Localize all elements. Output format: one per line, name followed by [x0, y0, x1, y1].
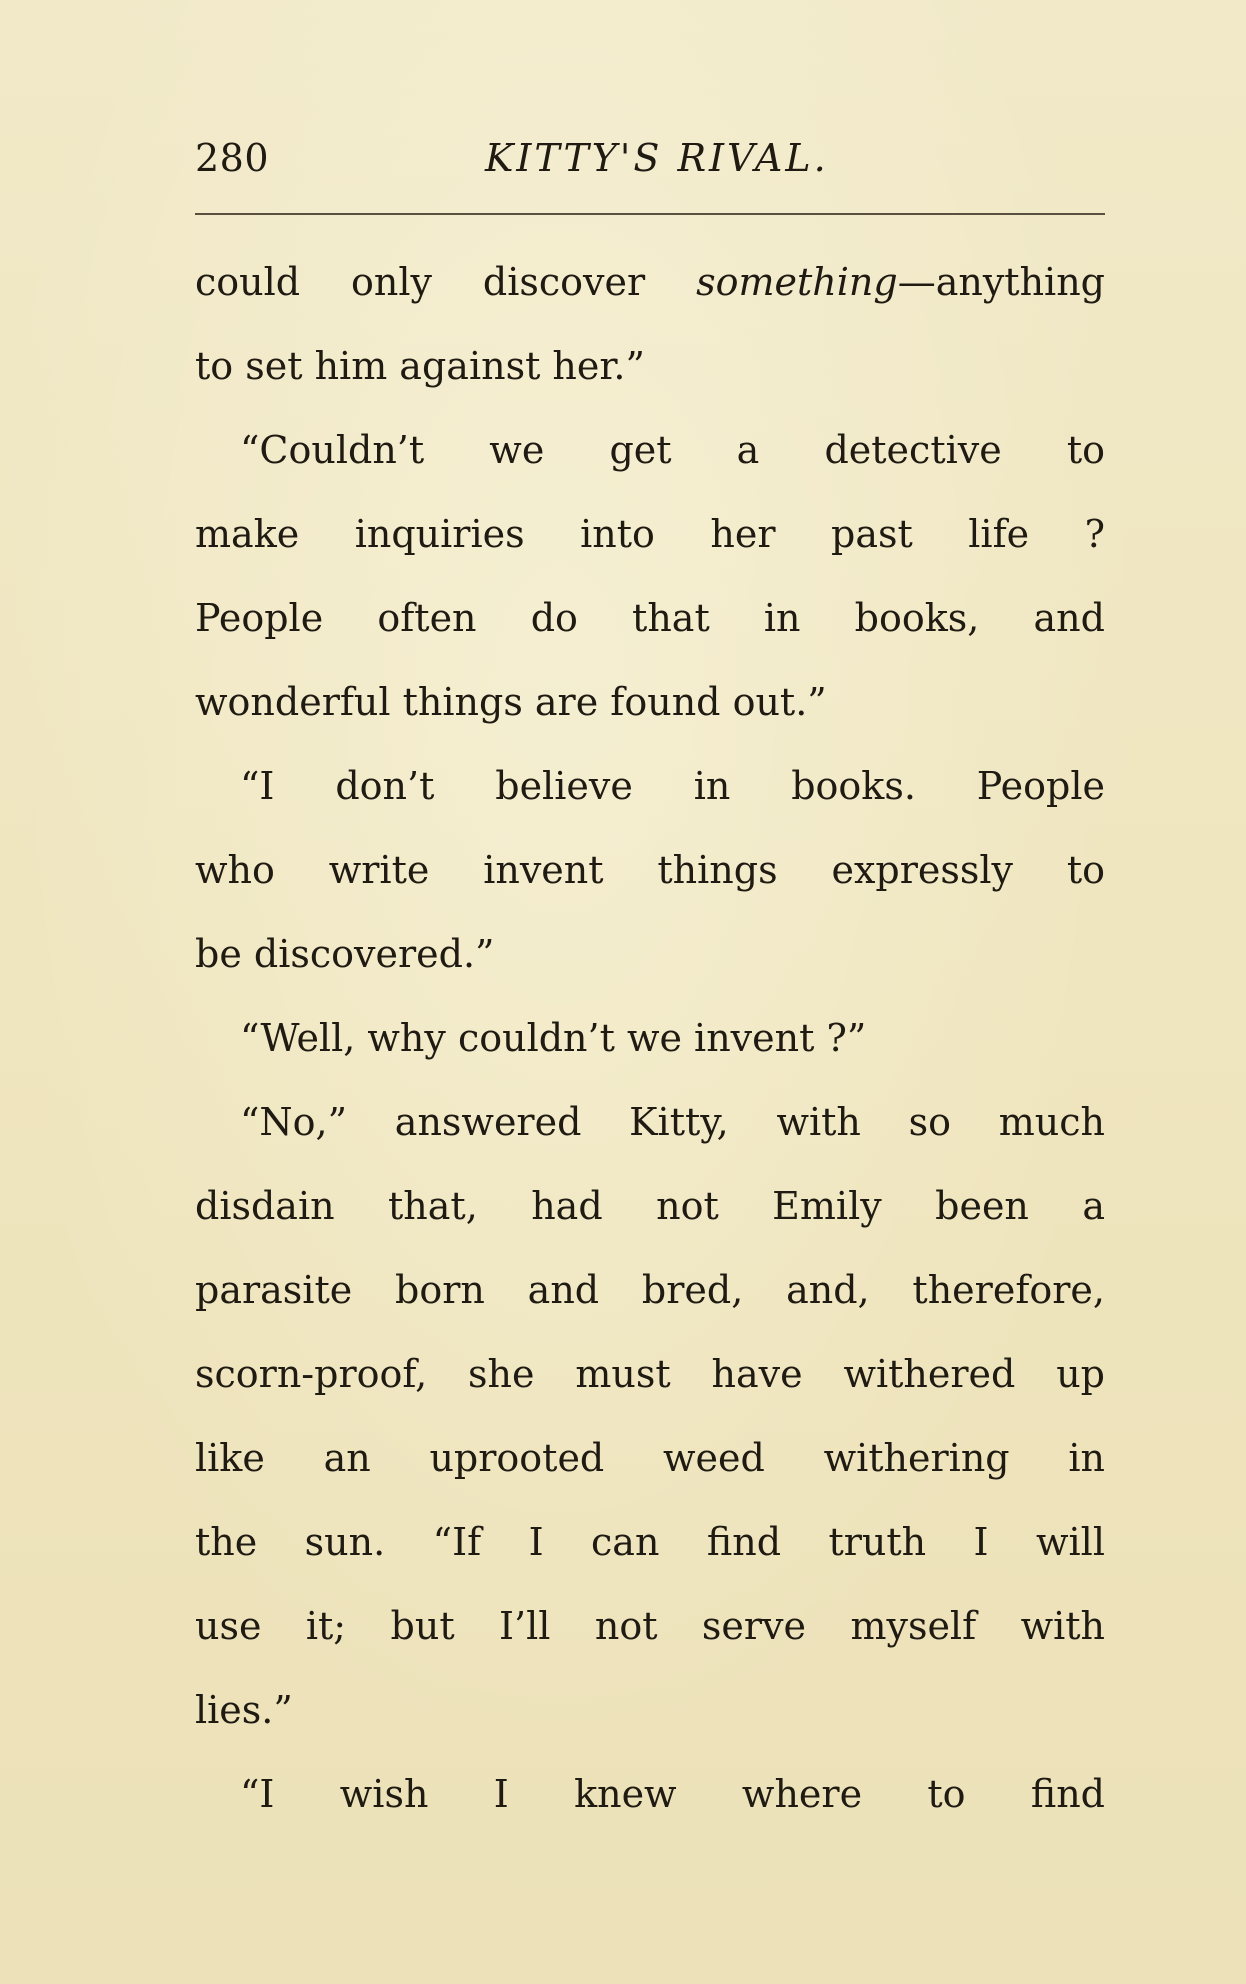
- text-line: “Well, why couldn’t we invent ?”: [240, 1016, 867, 1060]
- text-line: “I wish I knew where to find: [240, 1772, 1105, 1816]
- running-title: KITTY'S RIVAL.: [485, 136, 829, 180]
- italic-text: something: [696, 260, 898, 304]
- text-line: wonderful things are found out.”: [195, 680, 827, 724]
- text-line: scorn-proof, she must have withered up: [195, 1352, 1105, 1396]
- text-line: People often do that in books, and: [195, 596, 1105, 640]
- text-segment: could only discover: [195, 260, 697, 304]
- text-line: make inquiries into her past life ?: [195, 512, 1105, 556]
- text-line: [195, 240, 1105, 324]
- text-line: parasite born and bred, and, therefore,: [195, 1268, 1105, 1312]
- text-line: lies.”: [195, 1688, 293, 1732]
- text-line: who write invent things expressly to: [195, 848, 1105, 892]
- text-line: “I don’t believe in books. People: [240, 764, 1105, 808]
- text-line: the sun. “If I can find truth I will: [195, 1520, 1105, 1564]
- text-line: disdain that, had not Emily been a: [195, 1184, 1105, 1228]
- page-number: 280: [195, 136, 270, 180]
- text-line: be discovered.”: [195, 932, 495, 976]
- text-line: like an uprooted weed withering in: [195, 1436, 1105, 1480]
- text-segment: —anything: [897, 260, 1105, 304]
- page-header: [195, 128, 1105, 188]
- body-text: [195, 240, 1105, 1836]
- text-line: “No,” answered Kitty, with so much: [240, 1100, 1105, 1144]
- header-rule: [195, 213, 1105, 215]
- text-line: “Couldn’t we get a detective to: [240, 428, 1105, 472]
- text-line: to set him against her.”: [195, 344, 645, 388]
- text-line: use it; but I’ll not serve myself with: [195, 1604, 1105, 1648]
